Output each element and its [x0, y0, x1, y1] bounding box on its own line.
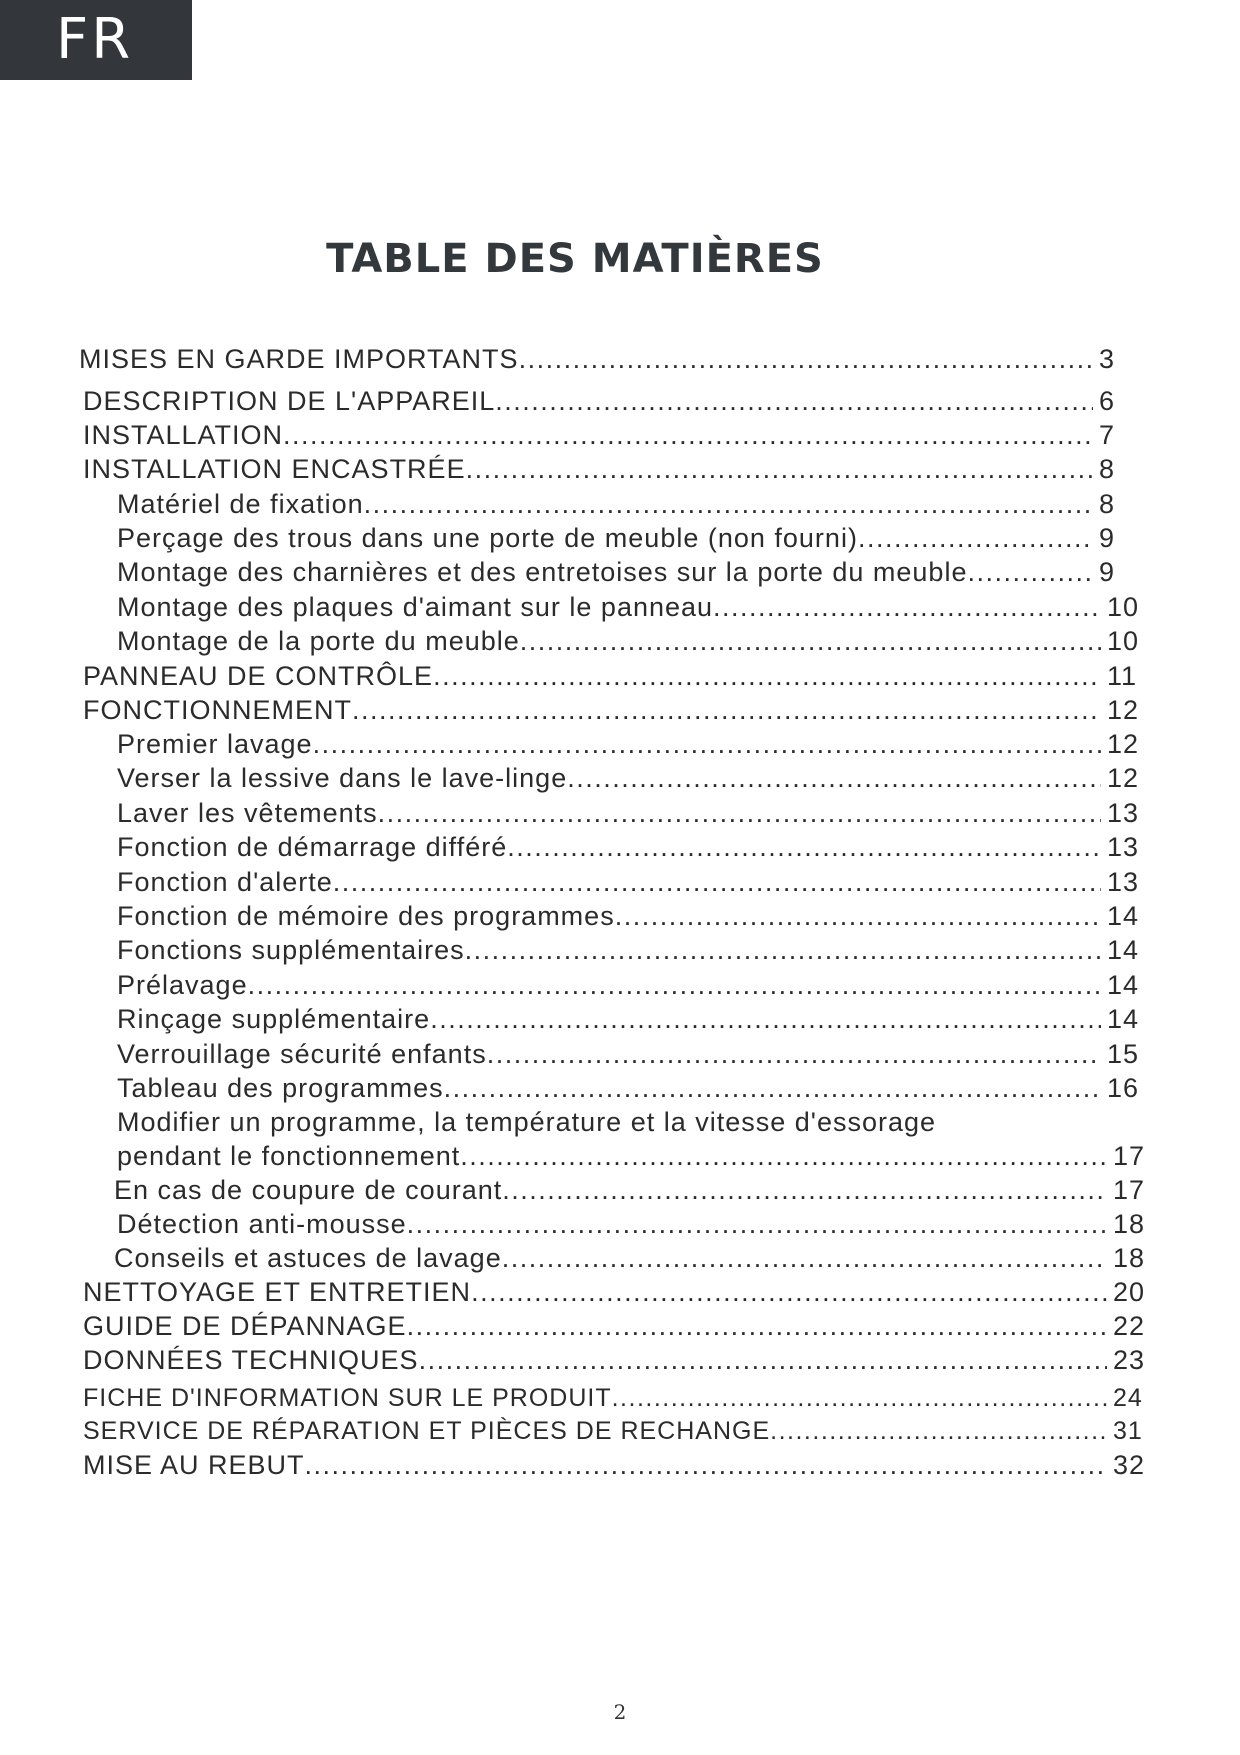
- toc-entry-label: Montage de la porte du meuble: [117, 626, 520, 656]
- toc-entry[interactable]: [117, 1004, 1147, 1035]
- toc-entry[interactable]: [83, 1345, 1153, 1376]
- toc-entry[interactable]: [117, 1039, 1147, 1070]
- toc-entry-label: Tableau des programmes: [117, 1073, 444, 1103]
- dot-leader: [444, 1073, 1101, 1104]
- dot-leader: [519, 344, 1093, 375]
- toc-entry-label: pendant le fonctionnement: [117, 1141, 461, 1171]
- toc-entry-label: En cas de coupure de courant: [114, 1175, 503, 1205]
- toc-entry-page: 20: [1113, 1277, 1146, 1307]
- toc-entry-label: Verser la lessive dans le lave-linge: [117, 763, 568, 793]
- toc-entry-label: Montage des charnières et des entretoises sur la porte du meuble: [117, 557, 968, 587]
- toc-entry-label: Rinçage supplémentaire: [117, 1004, 431, 1034]
- dot-leader: [407, 1209, 1107, 1240]
- toc-entry-page: 18: [1113, 1209, 1146, 1239]
- dot-leader: [502, 1175, 1107, 1206]
- dot-leader: [465, 935, 1101, 966]
- toc-entry[interactable]: [117, 1107, 1147, 1138]
- toc-entry-label: GUIDE DE DÉPANNAGE: [83, 1311, 407, 1341]
- toc-entry-page: 9: [1099, 557, 1116, 587]
- dot-leader: [460, 1141, 1107, 1172]
- toc-entry[interactable]: [117, 592, 1147, 623]
- dot-leader: [967, 557, 1093, 588]
- toc-entry-page: 13: [1107, 832, 1140, 862]
- dot-leader: [471, 1277, 1107, 1308]
- toc-entry[interactable]: [79, 344, 1139, 375]
- toc-entry-label: Premier lavage: [117, 729, 313, 759]
- toc-entry-page: 16: [1107, 1073, 1140, 1103]
- toc-entry-page: 14: [1107, 935, 1140, 965]
- dot-leader: [520, 626, 1101, 657]
- toc-entry-page: 22: [1113, 1311, 1146, 1341]
- toc-entry-page: 13: [1107, 867, 1140, 897]
- toc-entry-label: SERVICE DE RÉPARATION ET PIÈCES DE RECHANGE: [83, 1417, 771, 1445]
- dot-leader: [770, 1417, 1107, 1446]
- dot-leader: [433, 661, 1101, 692]
- dot-leader: [419, 1345, 1107, 1376]
- toc-entry-label: MISE AU REBUT: [83, 1450, 305, 1480]
- toc-entry[interactable]: [117, 626, 1147, 657]
- toc-entry-label: DONNÉES TECHNIQUES: [83, 1345, 419, 1375]
- toc-entry-page: 8: [1099, 454, 1116, 484]
- dot-leader: [364, 489, 1093, 520]
- toc-entry-label: Fonctions supplémentaires: [117, 935, 465, 965]
- toc-entry[interactable]: [117, 1209, 1153, 1240]
- toc-entry-page: 12: [1107, 763, 1140, 793]
- toc-entry-label: FONCTIONNEMENT: [83, 695, 352, 725]
- toc-entry[interactable]: [117, 867, 1147, 898]
- toc-entry-label: FICHE D'INFORMATION SUR LE PRODUIT: [83, 1384, 612, 1412]
- toc-entry-page: 8: [1099, 489, 1116, 519]
- toc-entry-label: Perçage des trous dans une porte de meuble (non fourni): [117, 523, 858, 553]
- dot-leader: [305, 1450, 1107, 1481]
- toc-entry-page: 18: [1113, 1243, 1146, 1273]
- toc-entry-label: Verrouillage sécurité enfants: [117, 1039, 487, 1069]
- toc-entry-label: INSTALLATION ENCASTRÉE: [83, 454, 466, 484]
- dot-leader: [407, 1311, 1107, 1342]
- toc-entry-page: 32: [1113, 1450, 1146, 1480]
- toc-entry-page: 31: [1113, 1417, 1143, 1445]
- toc-entry[interactable]: [83, 1417, 1153, 1446]
- page-title: TABLE DES MATIÈRES: [326, 236, 824, 282]
- toc-entry[interactable]: [117, 901, 1147, 932]
- toc-entry[interactable]: [83, 695, 1147, 726]
- toc-entry-label: Conseils et astuces de lavage: [114, 1243, 502, 1273]
- dot-leader: [612, 1384, 1107, 1413]
- toc-entry-page: 6: [1099, 386, 1116, 416]
- dot-leader: [858, 523, 1093, 554]
- language-badge: FR: [0, 0, 192, 80]
- toc-entry[interactable]: [117, 523, 1139, 554]
- dot-leader: [713, 592, 1101, 623]
- toc-entry-label: NETTOYAGE ET ENTRETIEN: [83, 1277, 472, 1307]
- dot-leader: [487, 1039, 1101, 1070]
- toc-entry-page: 11: [1107, 661, 1138, 691]
- toc-entry[interactable]: [83, 1384, 1153, 1413]
- toc-entry-label: DESCRIPTION DE L'APPAREIL: [83, 386, 496, 416]
- toc-entry-page: 3: [1099, 344, 1116, 374]
- dot-leader: [615, 901, 1101, 932]
- toc-entry-label: Détection anti-mousse: [117, 1209, 407, 1239]
- toc-entry[interactable]: [117, 489, 1139, 520]
- dot-leader: [502, 1243, 1107, 1274]
- toc-entry[interactable]: [117, 970, 1147, 1001]
- toc-entry[interactable]: [83, 1277, 1153, 1308]
- toc-entry[interactable]: [117, 763, 1147, 794]
- toc-entry-page: 7: [1099, 420, 1116, 450]
- toc-entry-label: Matériel de fixation: [117, 489, 364, 519]
- dot-leader: [333, 867, 1101, 898]
- toc-entry-label: INSTALLATION: [83, 420, 284, 450]
- toc-entry-page: 10: [1107, 626, 1140, 656]
- toc-entry[interactable]: [117, 557, 1139, 588]
- toc-entry[interactable]: [114, 1175, 1153, 1206]
- dot-leader: [352, 695, 1101, 726]
- dot-leader: [495, 386, 1093, 417]
- toc-entry-page: 14: [1107, 970, 1140, 1000]
- toc-entry-label: Fonction de démarrage différé: [117, 832, 508, 862]
- dot-leader: [378, 798, 1101, 829]
- toc-entry-label: Modifier un programme, la température et la vitesse d'essorage: [117, 1107, 937, 1137]
- toc-entry-page: 24: [1113, 1384, 1143, 1412]
- toc-entry[interactable]: [117, 935, 1147, 966]
- toc-entry-label: Montage des plaques d'aimant sur le panneau: [117, 592, 714, 622]
- toc-entry[interactable]: [83, 661, 1147, 692]
- toc-entry-label: Fonction d'alerte: [117, 867, 333, 897]
- toc-entry[interactable]: [83, 386, 1139, 417]
- toc-entry-page: 14: [1107, 901, 1140, 931]
- toc-entry[interactable]: [83, 454, 1139, 485]
- toc-entry-page: 9: [1099, 523, 1116, 553]
- toc-entry[interactable]: [83, 1311, 1153, 1342]
- toc-entry[interactable]: [117, 1073, 1147, 1104]
- toc-entry-page: 14: [1107, 1004, 1140, 1034]
- toc-entry-label: Laver les vêtements: [117, 798, 378, 828]
- page-number: 2: [613, 1700, 627, 1724]
- toc-entry-page: 13: [1107, 798, 1140, 828]
- toc-entry[interactable]: [117, 798, 1147, 829]
- toc-entry-page: 10: [1107, 592, 1140, 622]
- toc-entry-label: PANNEAU DE CONTRÔLE: [83, 661, 434, 691]
- dot-leader: [283, 420, 1093, 451]
- dot-leader: [248, 970, 1101, 1001]
- toc-entry[interactable]: [117, 729, 1147, 760]
- dot-leader: [430, 1004, 1101, 1035]
- dot-leader: [313, 729, 1101, 760]
- dot-leader: [466, 454, 1093, 485]
- toc-entry-page: 12: [1107, 695, 1140, 725]
- toc-entry[interactable]: [117, 832, 1147, 863]
- toc-entry-page: 23: [1113, 1345, 1146, 1375]
- toc-entry[interactable]: [117, 1141, 1153, 1172]
- toc-entry-label: MISES EN GARDE IMPORTANTS: [79, 344, 519, 374]
- toc-entry-label: Fonction de mémoire des programmes: [117, 901, 615, 931]
- toc-entry-label: Prélavage: [117, 970, 248, 1000]
- toc-entry-page: 12: [1107, 729, 1140, 759]
- dot-leader: [507, 832, 1101, 863]
- toc-entry[interactable]: [83, 420, 1139, 451]
- toc-entry-page: 17: [1113, 1141, 1146, 1171]
- dot-leader: [567, 763, 1101, 794]
- toc-entry-page: 15: [1107, 1039, 1140, 1069]
- toc-entry[interactable]: [114, 1243, 1153, 1274]
- toc-entry-page: 17: [1113, 1175, 1146, 1205]
- toc-entry[interactable]: [83, 1450, 1153, 1481]
